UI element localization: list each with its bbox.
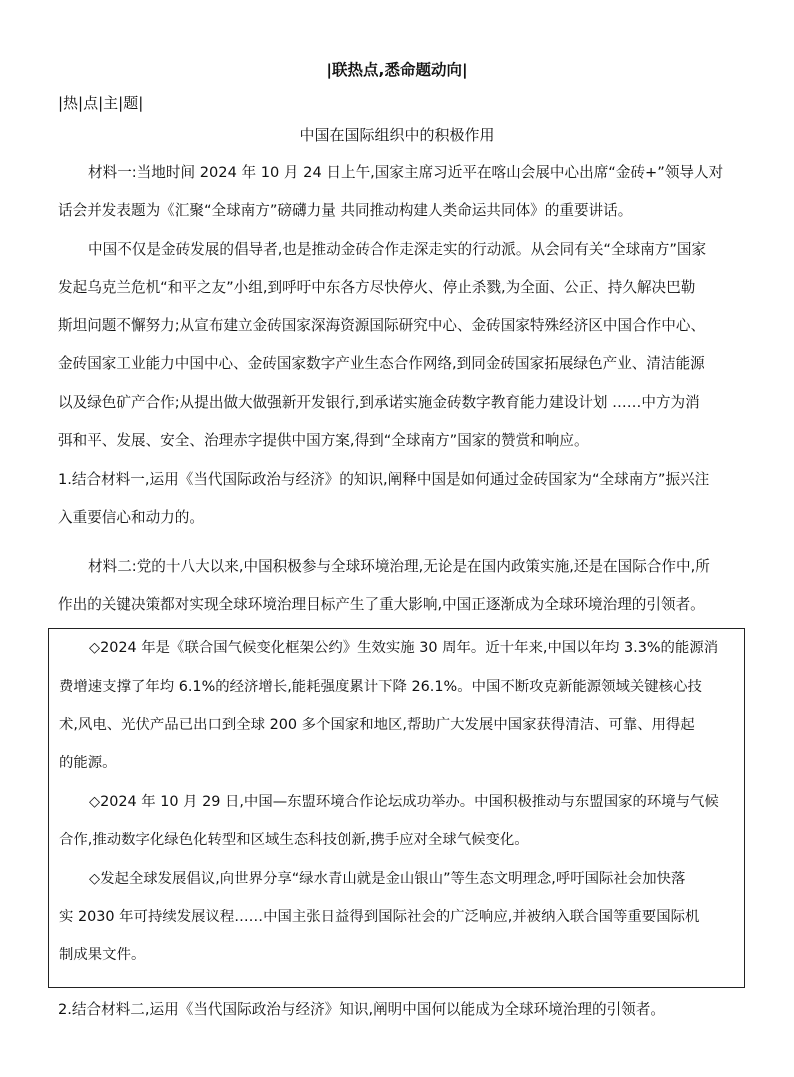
question2-text: 2.结合材料二,运用《当代国际政治与经济》知识,阐明中国何以能成为全球环境治理的引领者。 (58, 1001, 665, 1018)
topic-heading: 中国在国际组织中的积极作用 (299, 126, 495, 144)
page-title: |联热点,悉命题动向| (326, 61, 468, 79)
material1-line: 金砖国家工业能力中国中心、金砖国家数字产业生态合作网络,到同金砖国家拓展绿色产业、清洁能源 (58, 355, 705, 372)
box-line: 合作,推动数字化绿色化转型和区域生态科技创新,携手应对全球气候变化。 (59, 832, 529, 848)
material2-line: 作出的关键决策都对实现全球环境治理目标产生了重大影响,中国正逐渐成为全球环境治理的引领者。 (58, 596, 705, 613)
material1-line: 话会并发表题为《汇聚“全球南方”磅礴力量 共同推动构建人类命运共同体》的重要讲话。 (58, 202, 633, 219)
box-line: 术,风电、光伏产品已出口到全球 200 多个国家和地区,帮助广大发展中国家获得清洁、可靠、用得起 (59, 717, 695, 733)
material1-line: 材料一:当地时间 2024 年 10 月 24 日上午,国家主席习近平在喀山会展中心出席“金砖+”领导人对 (88, 164, 724, 181)
box-line: 费增速支撑了年均 6.1%的经济增长,能耗强度累计下降 26.1%。中国不断攻克新能源领域关键核心技 (59, 679, 702, 695)
box-line: ◇发起全球发展倡议,向世界分享“绿水青山就是金山银山”等生态文明理念,呼吁国际社会加快落 (89, 871, 686, 887)
box-line: ◇2024 年 10 月 29 日,中国—东盟环境合作论坛成功举办。中国积极推动与东盟国家的环境与气候 (89, 794, 719, 810)
question1-line: 1.结合材料一,运用《当代国际政治与经济》的知识,阐释中国是如何通过金砖国家为“全球南方”振兴注 (58, 471, 710, 488)
material2-box (48, 628, 745, 988)
box-line: 实 2030 年可持续发展议程……中国主张日益得到国际社会的广泛响应,并被纳入联合国等重要国际机 (59, 909, 700, 925)
box-line: 的能源。 (59, 755, 117, 771)
material1-line: 弭和平、发展、安全、治理赤字提供中国方案,得到“全球南方”国家的赞赏和响应。 (58, 432, 589, 449)
box-line: ◇2024 年是《联合国气候变化框架公约》生效实施 30 周年。近十年来,中国以年均 3.3%的能源消 (89, 640, 719, 656)
material2-line: 材料二:党的十八大以来,中国积极参与全球环境治理,无论是在国内政策实施,还是在国际合作中,所 (88, 558, 710, 575)
section-label: |热|点|主|题| (58, 94, 144, 112)
question1-line: 入重要信心和动力的。 (58, 509, 204, 526)
material1-line: 发起乌克兰危机“和平之友”小组,到呼吁中东各方尽快停火、停止杀戮,为全面、公正、持久解决巴勒 (58, 279, 696, 296)
material1-line: 以及绿色矿产合作;从提出做大做强新开发银行,到承诺实施金砖数字教育能力建设计划 ……中方为消 (58, 394, 700, 411)
material1-line: 斯坦问题不懈努力;从宣布建立金砖国家深海资源国际研究中心、金砖国家特殊经济区中国合作中心、 (58, 317, 706, 334)
material1-line: 中国不仅是金砖发展的倡导者,也是推动金砖合作走深走实的行动派。从会同有关“全球南方”国家 (88, 241, 707, 258)
box-line: 制成果文件。 (59, 947, 146, 963)
